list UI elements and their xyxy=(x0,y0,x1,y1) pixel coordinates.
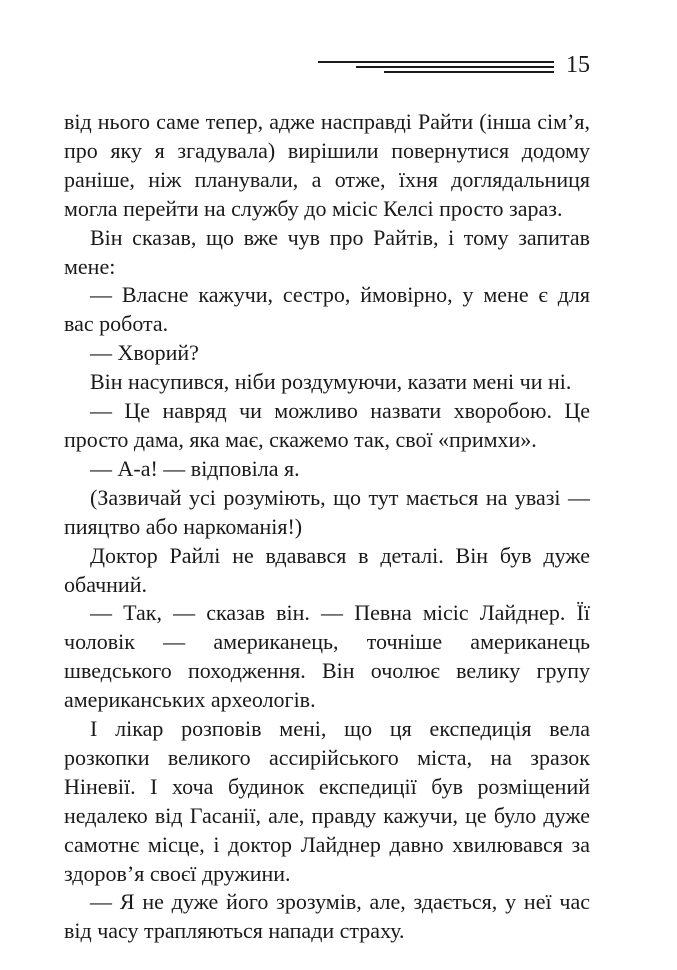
dialogue-line: — Так, — сказав він. — Певна місіс Лайднер. Її чоловік — американець, точніше американець шведського походження. Він очолює велику групу американських археологів. xyxy=(64,600,590,713)
paragraph: І лікар розповів мені, що ця експедиція вела розкопки великого ассирійського міста, на зразок Ніневії. І хоча будинок експедиції був розміщений недалеко від Гасанії, але, правду кажучи, це було дуже самотнє місце, і доктор Лайднер давно хвилювався за здоров’я своєї дружини. xyxy=(64,716,590,886)
page-number: 15 xyxy=(566,52,590,78)
dialogue-line: — Я не дуже його зрозумів, але, здається, у неї час від часу трапляються напади страху. xyxy=(64,889,590,944)
dialogue-line: — Це навряд чи можливо назвати хворобою. Це просто дама, яка має, скажемо так, свої «примхи». xyxy=(64,398,590,452)
paragraph: Він сказав, що вже чув про Райтів, і тому запитав мене: xyxy=(64,224,590,279)
header-rule-top xyxy=(318,61,554,63)
paragraph: Він насупився, ніби роздумуючи, казати мені чи ні. xyxy=(90,369,572,395)
dialogue-line: — Хворий? xyxy=(90,340,199,366)
paragraph: Доктор Райлі не вдавався в деталі. Він був дуже обачний. xyxy=(64,542,590,597)
paragraph-continuation: від нього саме тепер, адже насправді Райти (інша сім’я, про яку я згадувала) вирішили повернутися додому раніше, ніж планували, а отже, їхня доглядальниця могла перейти на службу до місіс Келсі просто зараз. xyxy=(64,109,590,221)
header-rule-bottom xyxy=(384,71,554,73)
dialogue-line: — А-а! — відповіла я. xyxy=(90,455,300,481)
header-rule-middle xyxy=(356,66,554,68)
paragraph: (Зазвичай усі розуміють, що тут мається на увазі — пияцтво або наркоманія!) xyxy=(64,484,590,539)
dialogue-line: — Власне кажучи, сестро, ймовірно, у мене є для вас робота. xyxy=(64,282,590,337)
page-header xyxy=(0,0,677,90)
body-text xyxy=(64,108,590,946)
